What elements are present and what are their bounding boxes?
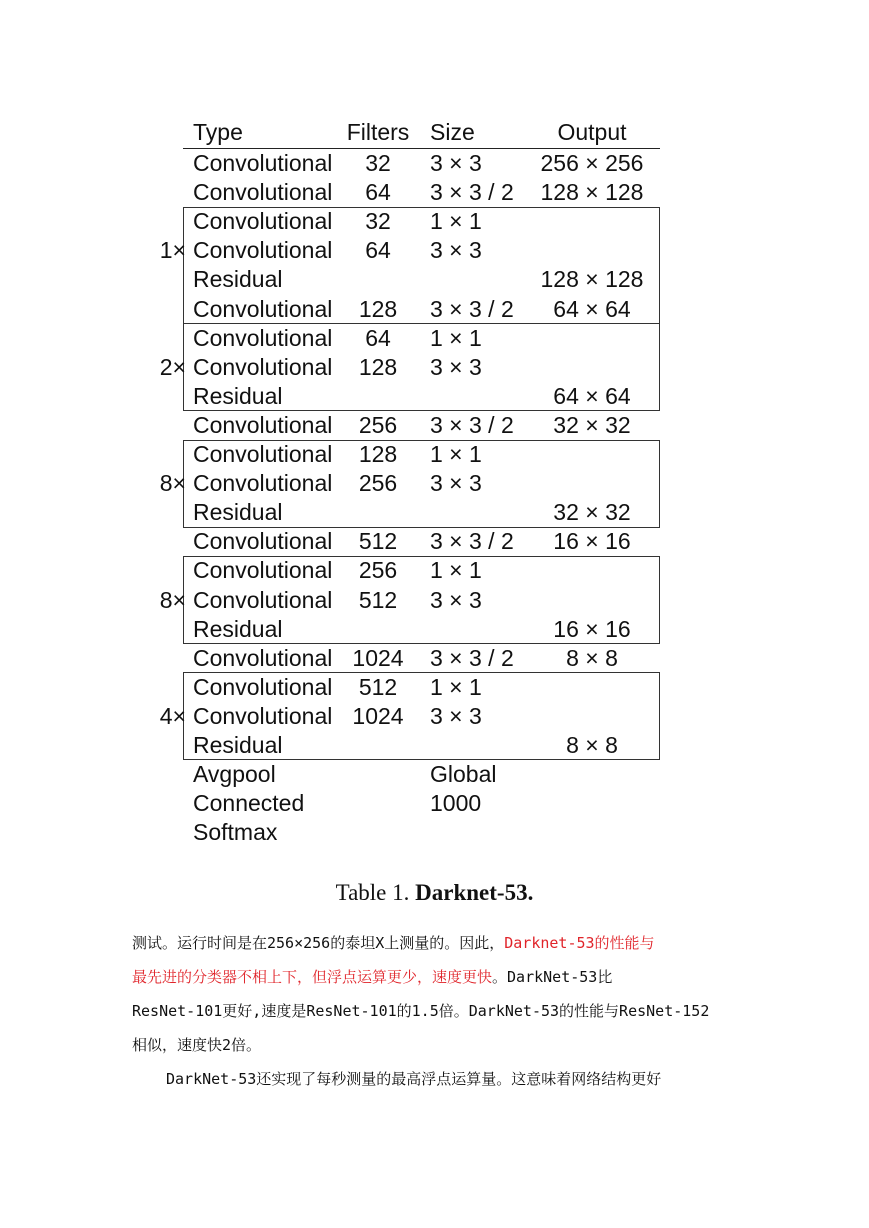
layer-type: Residual	[193, 732, 283, 758]
text-line-3: ResNet-101更好,速度是ResNet-101的1.5倍。DarkNet-53的性能与ResNet-152	[132, 1002, 710, 1020]
layer-filters: 64	[365, 324, 391, 351]
layer-size: 1 × 1	[430, 441, 482, 467]
layer-filters: 64	[365, 237, 391, 264]
layer-output: 32 × 32	[553, 411, 631, 438]
layer-output: 16 × 16	[553, 528, 631, 555]
layer-size: 1000	[430, 790, 482, 817]
layer-output: 128 × 128	[540, 266, 644, 293]
header-filters: Filters	[346, 119, 410, 145]
repeat-count: 2×	[159, 353, 186, 380]
layer-type: Softmax	[193, 819, 278, 846]
layer-size: 3 × 3 / 2	[430, 528, 514, 555]
layer-size: 3 × 3	[430, 150, 482, 176]
layer-output: 64 × 64	[553, 295, 631, 322]
text-line-2	[132, 960, 612, 995]
layer-type: Convolutional	[193, 179, 333, 206]
layer-filters: 512	[358, 586, 398, 613]
layer-type: Convolutional	[193, 150, 333, 176]
layer-size: 3 × 3	[430, 586, 482, 613]
layer-size: 3 × 3	[430, 353, 482, 380]
layer-output: 64 × 64	[553, 382, 631, 409]
caption-title: Darknet-53.	[415, 880, 534, 905]
layer-output: 256 × 256	[540, 150, 644, 176]
layer-size: 3 × 3 / 2	[430, 644, 514, 671]
layer-filters: 1024	[352, 702, 404, 729]
text-line-2-c: 。DarkNet-53比	[492, 968, 613, 986]
layer-filters: 64	[365, 179, 391, 206]
layer-size: 3 × 3	[430, 702, 482, 729]
layer-size: 1 × 1	[430, 324, 482, 351]
header-output: Output	[557, 119, 627, 145]
layer-type: Convolutional	[193, 673, 333, 700]
layer-filters: 512	[358, 528, 398, 555]
darknet-53-table	[140, 118, 680, 858]
layer-type: Residual	[193, 382, 283, 409]
layer-filters: 256	[358, 470, 398, 497]
repeat-count: 1×	[159, 237, 186, 264]
layer-type: Convolutional	[193, 557, 333, 584]
caption-prefix: Table 1.	[335, 880, 416, 905]
layer-size: 3 × 3 / 2	[430, 295, 514, 322]
repeat-count: 8×	[159, 470, 186, 497]
layer-type: Residual	[193, 266, 283, 293]
layer-type: Convolutional	[193, 441, 333, 467]
layer-type: Convolutional	[193, 324, 333, 351]
layer-type: Residual	[193, 615, 283, 642]
layer-size: 1 × 1	[430, 208, 482, 235]
repeat-count: 8×	[159, 586, 186, 613]
layer-filters: 32	[365, 208, 391, 235]
layer-type: Convolutional	[193, 411, 333, 438]
layer-filters: 128	[358, 441, 398, 467]
header-type: Type	[193, 119, 243, 145]
layer-type: Convolutional	[193, 586, 333, 613]
repeat-count: 4×	[159, 702, 186, 729]
layer-filters: 256	[358, 411, 398, 438]
layer-output: 8 × 8	[566, 644, 618, 671]
header-size: Size	[430, 119, 475, 145]
layer-type: Convolutional	[193, 237, 333, 264]
layer-size: 3 × 3 / 2	[430, 411, 514, 438]
layer-filters: 128	[358, 353, 398, 380]
layer-type: Convolutional	[193, 208, 333, 235]
text-line-5: DarkNet-53还实现了每秒测量的最高浮点运算量。这意味着网络结构更好	[166, 1070, 662, 1088]
text-line-4: 相似，速度快2倍。	[132, 1036, 262, 1054]
layer-filters: 32	[365, 150, 391, 176]
text-line-1	[132, 926, 655, 961]
layer-output: 8 × 8	[566, 732, 618, 758]
layer-output: 16 × 16	[553, 615, 631, 642]
text-line-1-a: 测试。运行时间是在256×256的泰坦X上测量的。因此，	[132, 934, 505, 952]
layer-type: Connected	[193, 790, 305, 817]
layer-size: 3 × 3	[430, 470, 482, 497]
layer-type: Convolutional	[193, 702, 333, 729]
text-line-2-highlight: 最先进的分类器不相上下，但浮点运算更少，速度更快	[132, 968, 493, 986]
layer-type: Residual	[193, 499, 283, 526]
layer-output: 128 × 128	[540, 179, 644, 206]
layer-size: Global	[430, 761, 497, 788]
layer-size: 1 × 1	[430, 557, 482, 584]
layer-type: Convolutional	[193, 295, 333, 322]
layer-type: Convolutional	[193, 528, 333, 555]
layer-type: Convolutional	[193, 353, 333, 380]
layer-filters: 128	[358, 295, 398, 322]
layer-filters: 256	[358, 557, 398, 584]
layer-type: Convolutional	[193, 644, 333, 671]
layer-size: 3 × 3 / 2	[430, 179, 514, 206]
table-caption	[0, 880, 869, 906]
text-line-1-highlight: Darknet-53的性能与	[504, 934, 655, 952]
layer-size: 3 × 3	[430, 237, 482, 264]
layer-type: Convolutional	[193, 470, 333, 497]
layer-type: Avgpool	[193, 761, 276, 788]
layer-size: 1 × 1	[430, 673, 482, 700]
layer-filters: 1024	[352, 644, 404, 671]
layer-filters: 512	[358, 673, 398, 700]
layer-output: 32 × 32	[553, 499, 631, 526]
